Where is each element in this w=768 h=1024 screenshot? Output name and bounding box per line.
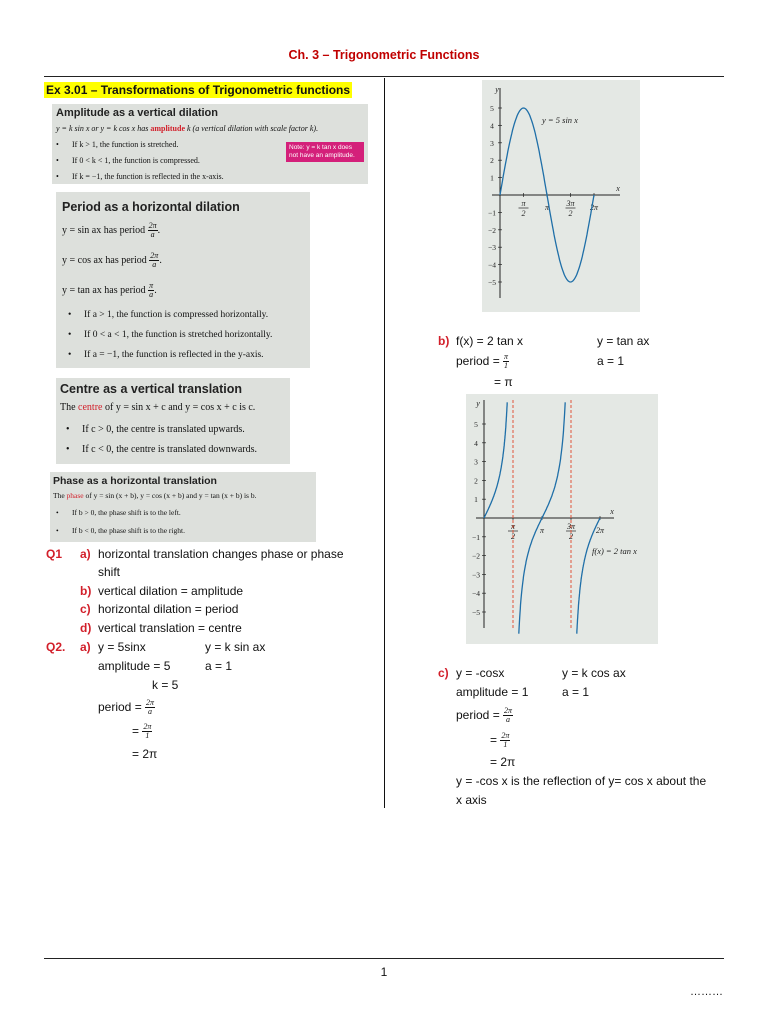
amplitude-note: Note: y = k tan x does not have an amplitude. bbox=[286, 142, 364, 162]
phase-bullet-2: • If b < 0, the phase shift is to the right. bbox=[72, 526, 185, 535]
q2a-period-step bbox=[132, 722, 152, 740]
centre-box bbox=[56, 378, 290, 464]
x-tick-label-num: π bbox=[510, 522, 516, 531]
frac-den: a bbox=[150, 230, 155, 239]
frac-den: 1 bbox=[504, 361, 509, 371]
frac-num: π bbox=[149, 281, 154, 290]
q2a-letter: a) bbox=[80, 640, 91, 654]
frac-num: 2π bbox=[146, 698, 155, 708]
q2c-result: = 2π bbox=[490, 755, 516, 769]
x-tick-label-den: 2 bbox=[569, 532, 573, 541]
q2a-a-value: a = 1 bbox=[205, 659, 233, 673]
q2b-letter: b) bbox=[438, 334, 450, 348]
centre-bullet-1: • If c > 0, the centre is translated upwards. bbox=[82, 424, 245, 435]
q1a-text: horizontal translation changes phase or phase bbox=[98, 547, 344, 561]
q2b-a-value: a = 1 bbox=[597, 354, 625, 368]
graph-2tanx bbox=[466, 394, 658, 644]
centre-bullet-2: • If c < 0, the centre is translated downwards. bbox=[82, 444, 257, 455]
header-rule bbox=[44, 76, 724, 77]
q2-label: Q2. bbox=[46, 640, 66, 654]
centre-intro-text: The bbox=[60, 402, 79, 413]
q2c-period-step bbox=[490, 731, 510, 749]
tan-branch bbox=[577, 518, 600, 634]
q2b-function: f(x) = 2 tan x bbox=[456, 334, 524, 348]
frac-num: π bbox=[504, 352, 509, 362]
phase-box bbox=[50, 472, 316, 542]
y-tick-label: −5 bbox=[488, 278, 496, 287]
x-tick-label-num: π bbox=[521, 199, 526, 208]
exercise-title: Ex 3.01 – Transformations of Trigonometric functions bbox=[46, 83, 351, 97]
y-tick-label: −3 bbox=[472, 570, 480, 580]
x-tick-label-num: 3π bbox=[566, 522, 576, 531]
x-tick-label-num: 3π bbox=[566, 199, 575, 208]
q1d-text: vertical translation = centre bbox=[98, 621, 242, 635]
centre-intro bbox=[60, 402, 255, 413]
frac-den: 1 bbox=[503, 740, 508, 750]
q2a-amplitude: amplitude = 5 bbox=[98, 659, 171, 673]
q2a-period bbox=[98, 698, 155, 716]
y-axis-label: y bbox=[476, 399, 480, 408]
amplitude-intro bbox=[56, 124, 318, 133]
x-tick-label: 2π bbox=[589, 203, 599, 212]
q1c-letter: c) bbox=[80, 602, 91, 616]
q2c-amplitude: amplitude = 1 bbox=[456, 685, 529, 699]
period-line-sin-text: y = sin ax has period bbox=[62, 224, 146, 236]
y-tick-label: 4 bbox=[474, 438, 478, 448]
footer-rule bbox=[44, 958, 724, 959]
period-line-sin: y = sin ax has period $\frac{2\pi}{a}$ . bbox=[62, 221, 161, 239]
q2a-period-label: period = bbox=[98, 700, 142, 714]
y-tick-label: 2 bbox=[490, 156, 494, 166]
q2c-letter: c) bbox=[438, 666, 449, 680]
footer-dots: ……… bbox=[690, 986, 723, 998]
x-axis-label: x bbox=[616, 184, 620, 193]
phase-intro bbox=[53, 491, 256, 500]
y-tick-label: 3 bbox=[490, 138, 494, 148]
q1c-text: horizontal dilation = period bbox=[98, 602, 239, 616]
q2a-result: = 2π bbox=[132, 747, 158, 761]
x-tick-label-den: 2 bbox=[568, 209, 573, 218]
frac-den: 1 bbox=[145, 731, 150, 741]
y-tick-label: 5 bbox=[490, 104, 494, 113]
x-tick-label: 2π bbox=[595, 526, 605, 535]
period-line-cos-text: y = cos ax has period bbox=[62, 254, 147, 266]
q1b-letter: b) bbox=[80, 584, 92, 598]
centre-heading: Centre as a vertical translation bbox=[60, 382, 243, 396]
amplitude-bullet-3: • If k = −1, the function is reflected in the x-axis. bbox=[72, 172, 224, 181]
q2a-function: y = 5sinx bbox=[98, 640, 146, 654]
y-tick-label: −3 bbox=[488, 243, 496, 253]
q2c-eq: = bbox=[490, 733, 498, 747]
column-divider bbox=[384, 78, 385, 808]
q1-label: Q1 bbox=[46, 547, 63, 561]
amplitude-bullet-2: • If 0 < k < 1, the function is compressed. bbox=[72, 156, 200, 165]
frac-num: 2π bbox=[143, 722, 152, 732]
frac-num: 2π bbox=[504, 706, 513, 716]
q2b-result: = π bbox=[494, 375, 513, 389]
frac-den: a bbox=[149, 290, 154, 299]
amplitude-box bbox=[52, 104, 368, 184]
y-tick-label: 3 bbox=[474, 457, 478, 467]
q2a-k-value: k = 5 bbox=[152, 678, 179, 692]
y-tick-label: −1 bbox=[472, 532, 480, 542]
y-tick-label: −1 bbox=[488, 208, 496, 218]
q2c-function: y = -cosx bbox=[456, 666, 505, 680]
y-tick-label: 1 bbox=[490, 173, 494, 183]
y-tick-label: 2 bbox=[474, 476, 478, 486]
period-box bbox=[56, 192, 310, 368]
y-tick-label: 4 bbox=[490, 121, 494, 131]
period-bullet-3: • If a = −1, the function is reflected in the y-axis. bbox=[84, 350, 264, 360]
x-tick-label-den: 2 bbox=[521, 209, 526, 218]
amplitude-bullet-1: • If k > 1, the function is stretched. bbox=[72, 140, 178, 149]
phase-heading: Phase as a horizontal translation bbox=[53, 475, 217, 487]
q2b-period-label: period = bbox=[456, 354, 500, 368]
q1b-text: vertical dilation = amplitude bbox=[98, 584, 244, 598]
tan-branch bbox=[484, 402, 507, 518]
period-line-cos: y = cos ax has period $\frac{2\pi}{a}$ . bbox=[62, 251, 162, 269]
curve-label: f(x) = 2 tan x bbox=[592, 546, 637, 556]
centre-keyword: centre bbox=[78, 402, 103, 413]
frac-num: 2π bbox=[501, 731, 510, 741]
phase-intro-post: of y = sin (x + b), y = cos (x + b) and y = tan (x + b) is b. bbox=[83, 491, 257, 500]
graph-5sinx-svg bbox=[482, 80, 640, 312]
frac-num: 2π bbox=[148, 221, 157, 230]
phase-keyword: phase bbox=[66, 491, 84, 500]
x-tick-label: π bbox=[544, 203, 550, 212]
phase-intro-text: The bbox=[53, 491, 67, 500]
y-tick-label: −4 bbox=[488, 260, 496, 270]
curve-label: y = 5 sin x bbox=[542, 115, 578, 125]
frac-den: a bbox=[148, 707, 153, 717]
q1a-text-cont: shift bbox=[98, 565, 121, 579]
amplitude-heading: Amplitude as a vertical dilation bbox=[56, 107, 218, 119]
frac-den: a bbox=[152, 260, 157, 269]
y-tick-label: −4 bbox=[472, 589, 480, 599]
q2c-period-label: period = bbox=[456, 708, 500, 722]
q2c-note-line2: x axis bbox=[456, 793, 487, 807]
amplitude-keyword: amplitude bbox=[150, 124, 185, 133]
y-tick-label: 1 bbox=[474, 495, 478, 505]
amplitude-intro-text: y = k sin x or y = k cos x has bbox=[56, 124, 151, 133]
y-tick-label: −5 bbox=[472, 608, 480, 617]
period-line-tan: y = tan ax has period $\frac{\pi}{a}$ . bbox=[62, 281, 157, 299]
q2c-period bbox=[456, 706, 513, 724]
frac-num: 2π bbox=[150, 251, 159, 260]
q2b-form: y = tan ax bbox=[597, 334, 650, 348]
q2c-form: y = k cos ax bbox=[562, 666, 626, 680]
q2c-a-value: a = 1 bbox=[562, 685, 590, 699]
q1a-letter: a) bbox=[80, 547, 91, 561]
period-bullet-2: • If 0 < a < 1, the function is stretched horizontally. bbox=[84, 330, 272, 340]
q1d-letter: d) bbox=[80, 621, 92, 635]
graph-2tanx-svg bbox=[466, 394, 658, 644]
q2a-form: y = k sin ax bbox=[205, 640, 266, 654]
graph-5sinx bbox=[482, 80, 640, 312]
period-line-tan-text: y = tan ax has period bbox=[62, 284, 146, 296]
centre-intro-post: of y = sin x + c and y = cos x + c is c. bbox=[102, 402, 256, 413]
y-tick-label: −2 bbox=[488, 225, 496, 235]
chapter-title: Ch. 3 – Trigonometric Functions bbox=[288, 48, 480, 62]
amplitude-intro-post: k (a vertical dilation with scale factor k). bbox=[185, 124, 319, 133]
frac-den: a bbox=[506, 715, 511, 725]
period-bullet-1: • If a > 1, the function is compressed horizontally. bbox=[84, 310, 268, 320]
period-heading: Period as a horizontal dilation bbox=[62, 200, 240, 214]
x-tick-label-den: 2 bbox=[511, 532, 515, 541]
q2c-note-line1: y = -cos x is the reflection of y= cos x about the bbox=[456, 774, 707, 788]
x-axis-label: x bbox=[610, 507, 614, 516]
q2b-period bbox=[456, 352, 509, 370]
q2a-eq: = bbox=[132, 724, 140, 738]
x-tick-label: π bbox=[539, 526, 545, 535]
y-axis-label: y bbox=[495, 85, 499, 94]
y-tick-label: −2 bbox=[472, 551, 480, 561]
y-tick-label: 5 bbox=[474, 420, 478, 429]
phase-bullet-1: • If b > 0, the phase shift is to the left. bbox=[72, 508, 181, 517]
page-number: 1 bbox=[380, 965, 388, 979]
